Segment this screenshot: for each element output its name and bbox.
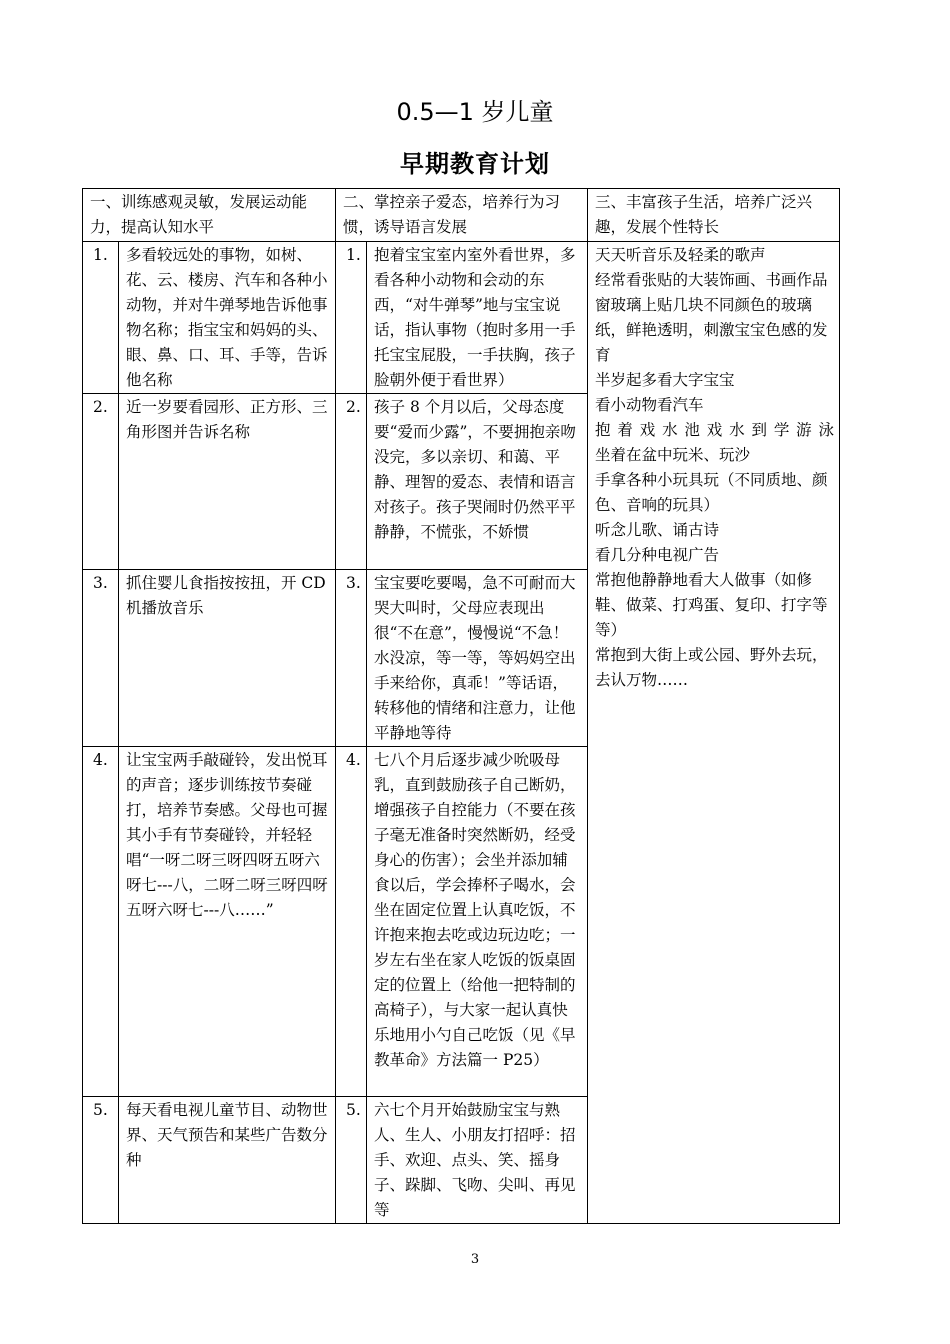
row-cell: 抱着宝宝室内室外看世界，多看各种小动物和会动的东西，“对牛弹琴”地与宝宝说话，指认事物（抱时多用一手托宝宝屁股，一手扶胸，孩子脸朝外便于看世界）: [367, 242, 588, 394]
row-number: 2.: [336, 394, 367, 570]
row-number: 1.: [336, 242, 367, 394]
list-item: 抱着戏水池戏水到学游泳: [595, 421, 835, 439]
row-cell: 每天看电视儿童节目、动物世界、天气预告和某些广告数分种: [119, 1097, 336, 1224]
row-number: 5.: [336, 1097, 367, 1224]
row-cell: 多看较远处的事物，如树、花、云、楼房、汽车和各种小动物，并对牛弹琴地告诉他事物名称；指宝宝和妈妈的头、眼、鼻、口、耳、手等，告诉他名称: [119, 242, 336, 394]
list-item: 看小动物看汽车: [595, 396, 704, 414]
list-item: 常抱到大街上或公园、野外去玩，去认万物……: [595, 646, 828, 689]
row-cell: 让宝宝两手敲碰铃，发出悦耳的声音；逐步训练按节奏碰打，培养节奏感。父母也可握其小手有节奏碰铃，并轻轻唱“一呀二呀三呀四呀五呀六呀七---八，二呀二呀三呀四呀五呀六呀七---八……”: [119, 747, 336, 1097]
row-number: 4.: [83, 747, 119, 1097]
page-title: 0.5—1 岁儿童: [396, 98, 554, 126]
row-number: 2.: [83, 394, 119, 570]
header-col2: 二、掌控亲子爱态，培养行为习惯，诱导语言发展: [336, 189, 588, 242]
col3-activities: [588, 242, 840, 1224]
list-item: 手拿各种小玩具玩（不同质地、颜色、音响的玩具）: [595, 471, 828, 514]
table-header-row: [83, 189, 840, 242]
list-item: 坐着在盆中玩米、玩沙: [595, 446, 751, 464]
list-item: 听念儿歌、诵古诗: [595, 521, 720, 539]
row-cell: 六七个月开始鼓励宝宝与熟人、生人、小朋友打招呼：招手、欢迎、点头、笑、摇身子、跺脚、飞吻、尖叫、再见等: [367, 1097, 588, 1224]
row-cell: 宝宝要吃要喝，急不可耐而大哭大叫时，父母应表现出很“不在意”，慢慢说“不急！水没凉，等一等，等妈妈空出手来给你，真乖！”等话语，转移他的情绪和注意力，让他平静地等待: [367, 570, 588, 747]
row-cell: 近一岁要看园形、正方形、三角形图并告诉名称: [119, 394, 336, 570]
header-col1: 一、训练感观灵敏，发展运动能力，提高认知水平: [83, 189, 336, 242]
row-number: 5.: [83, 1097, 119, 1224]
list-item: 经常看张贴的大装饰画、书画作品: [595, 271, 828, 289]
row-cell: 七八个月后逐步减少吮吸母乳，直到鼓励孩子自己断奶，增强孩子自控能力（不要在孩子毫无准备时突然断奶，经受身心的伤害）；会坐并添加辅食以后，学会捧杯子喝水，会坐在固定位置上认真吃饭，不许抱来抱去吃或边玩边吃；一岁左右坐在家人吃饭的饭桌固定的位置上（给他一把特制的高椅子），与大家一起认真快乐地用小勺自己吃饭（见《早教革命》方法篇一 P25）: [367, 747, 588, 1097]
row-number: 4.: [336, 747, 367, 1097]
page-subtitle: 早期教育计划: [400, 150, 550, 178]
plan-table: [82, 188, 840, 1224]
page-number: 3: [470, 1252, 480, 1267]
header-col3: 三、丰富孩子生活，培养广泛兴趣，发展个性特长: [588, 189, 840, 242]
table-row: [83, 242, 840, 394]
list-item: 常抱他静静地看大人做事（如修鞋、做菜、打鸡蛋、复印、打字等等）: [595, 571, 828, 639]
list-item: 半岁起多看大字宝宝: [595, 371, 735, 389]
row-cell: 抓住婴儿食指按按扭，开 CD 机播放音乐: [119, 570, 336, 747]
list-item: 看几分种电视广告: [595, 546, 720, 564]
list-item: 天天听音乐及轻柔的歌声: [595, 246, 766, 264]
row-number: 3.: [336, 570, 367, 747]
row-number: 3.: [83, 570, 119, 747]
row-number: 1.: [83, 242, 119, 394]
row-cell: 孩子 8 个月以后，父母态度要“爱而少露”，不要拥抱亲吻没完，多以亲切、和蔼、平静、理智的爱态、表情和语言对孩子。孩子哭闹时仍然平平静静，不慌张，不娇惯: [367, 394, 588, 570]
list-item: 窗玻璃上贴几块不同颜色的玻璃纸，鲜艳透明，刺激宝宝色感的发育: [595, 296, 828, 364]
